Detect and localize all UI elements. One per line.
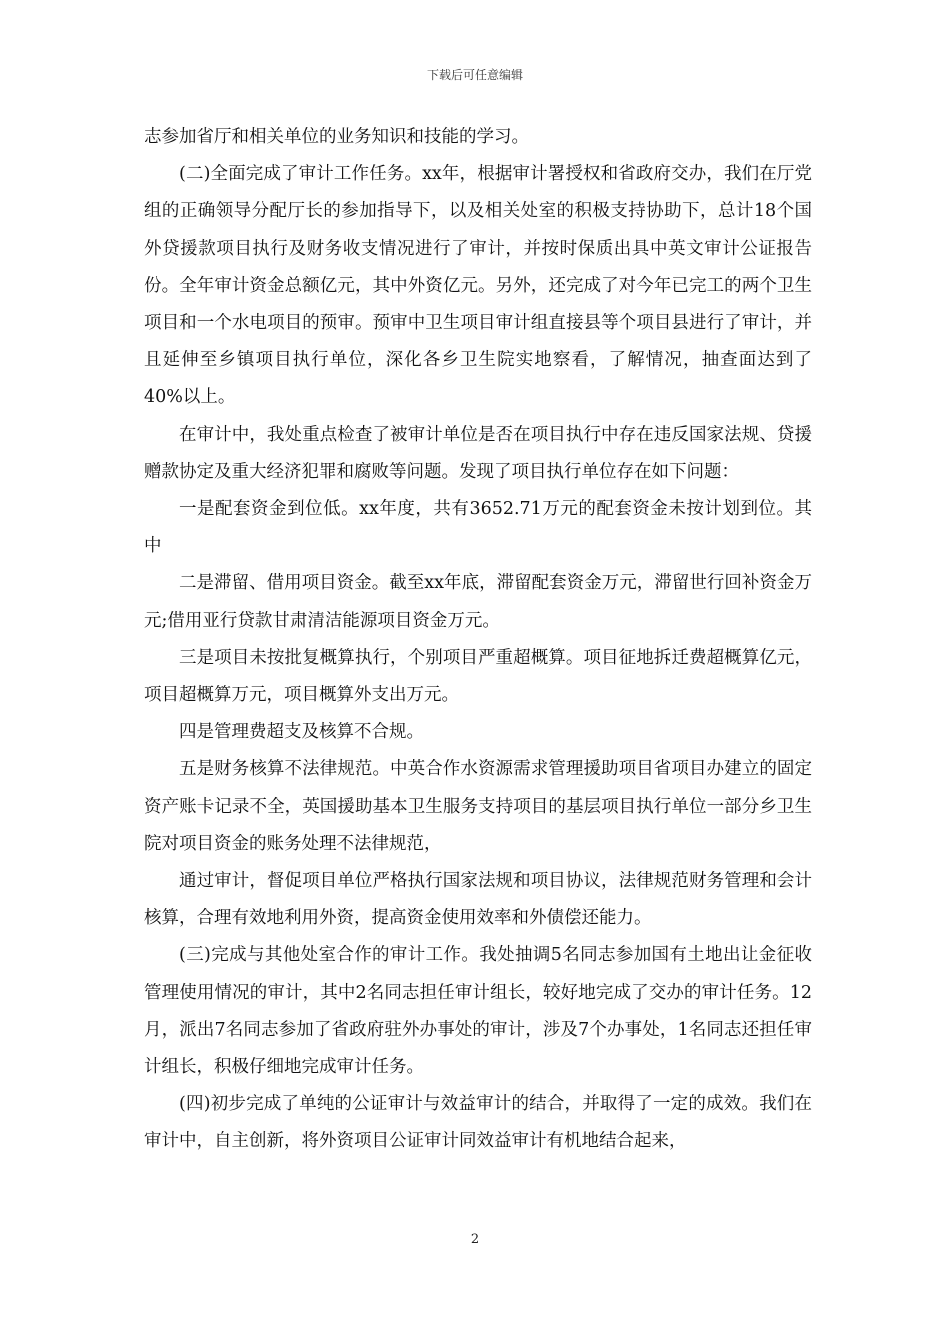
paragraph-audit-findings-intro: 在审计中，我处重点检查了被审计单位是否在项目执行中存在违反国家法规、贷援赠款协定及重大经济犯罪和腐败等问题。发现了项目执行单位存在如下问题： (144, 424, 812, 482)
paragraph-efficiency-audit: (四)初步完成了单纯的公证审计与效益审计的结合，并取得了一定的成效。我们在审计中，自主创新，将外资项目公证审计同效益审计有机地结合起来， (144, 1094, 812, 1152)
paragraph-issue-four: 四是管理费超支及核算不合规。 (179, 722, 424, 743)
paragraph-cooperation-audit: (三)完成与其他处室合作的审计工作。我处抽调5名同志参加国有土地出让金征收管理使用情况的审计，其中2名同志担任审计组长，较好地完成了交办的审计任务。12月，派出7名同志参加了省政府驻外办事处的审计，涉及7个办事处，1名同志还担任审计组长，积极仔细地完成审计任务。 (144, 945, 812, 1078)
paragraph-audit-tasks: (二)全面完成了审计工作任务。xx年，根据审计署授权和省政府交办，我们在厅党组的正确领导分配厅长的参加指导下，以及相关处室的积极支持协助下，总计18个国外贷援款项目执行及财务收支情况进行了审计，并按时保质出具中英文审计公证报告份。全年审计资金总额亿元，其中外资亿元。另外，还完成了对今年已完工的两个卫生项目和一个水电项目的预审。预审中卫生项目审计组直接县等个项目县进行了审计，并且延伸至乡镇项目执行单位，深化各乡卫生院实地察看，了解情况，抽查面达到了40%以上。 (144, 164, 812, 408)
paragraph-issue-one: 一是配套资金到位低。xx年度，共有3652.71万元的配套资金未按计划到位。其中 (144, 499, 812, 557)
page-header: 下载后可任意编辑 (426, 68, 523, 82)
paragraph-issue-five: 五是财务核算不法律规范。中英合作水资源需求管理援助项目省项目办建立的固定资产账卡记录不全，英国援助基本卫生服务支持项目的基层项目执行单位一部分乡卫生院对项目资金的账务处理不法律规范， (144, 759, 812, 854)
paragraph-continuation: 志参加省厅和相关单位的业务知识和技能的学习。 (144, 127, 529, 147)
paragraph-audit-outcome: 通过审计，督促项目单位严格执行国家法规和项目协议，法律规范财务管理和会计核算，合理有效地利用外资，提高资金使用效率和外债偿还能力。 (144, 871, 812, 929)
paragraph-issue-two: 二是滞留、借用项目资金。截至xx年底，滞留配套资金万元，滞留世行回补资金万元;借用亚行贷款甘肃清洁能源项目资金万元。 (144, 573, 812, 631)
page-number: 2 (470, 1232, 480, 1247)
document-body (144, 119, 812, 1161)
paragraph-issue-three: 三是项目未按批复概算执行，个别项目严重超概算。项目征地拆迁费超概算亿元，项目超概算万元，项目概算外支出万元。 (144, 647, 812, 706)
